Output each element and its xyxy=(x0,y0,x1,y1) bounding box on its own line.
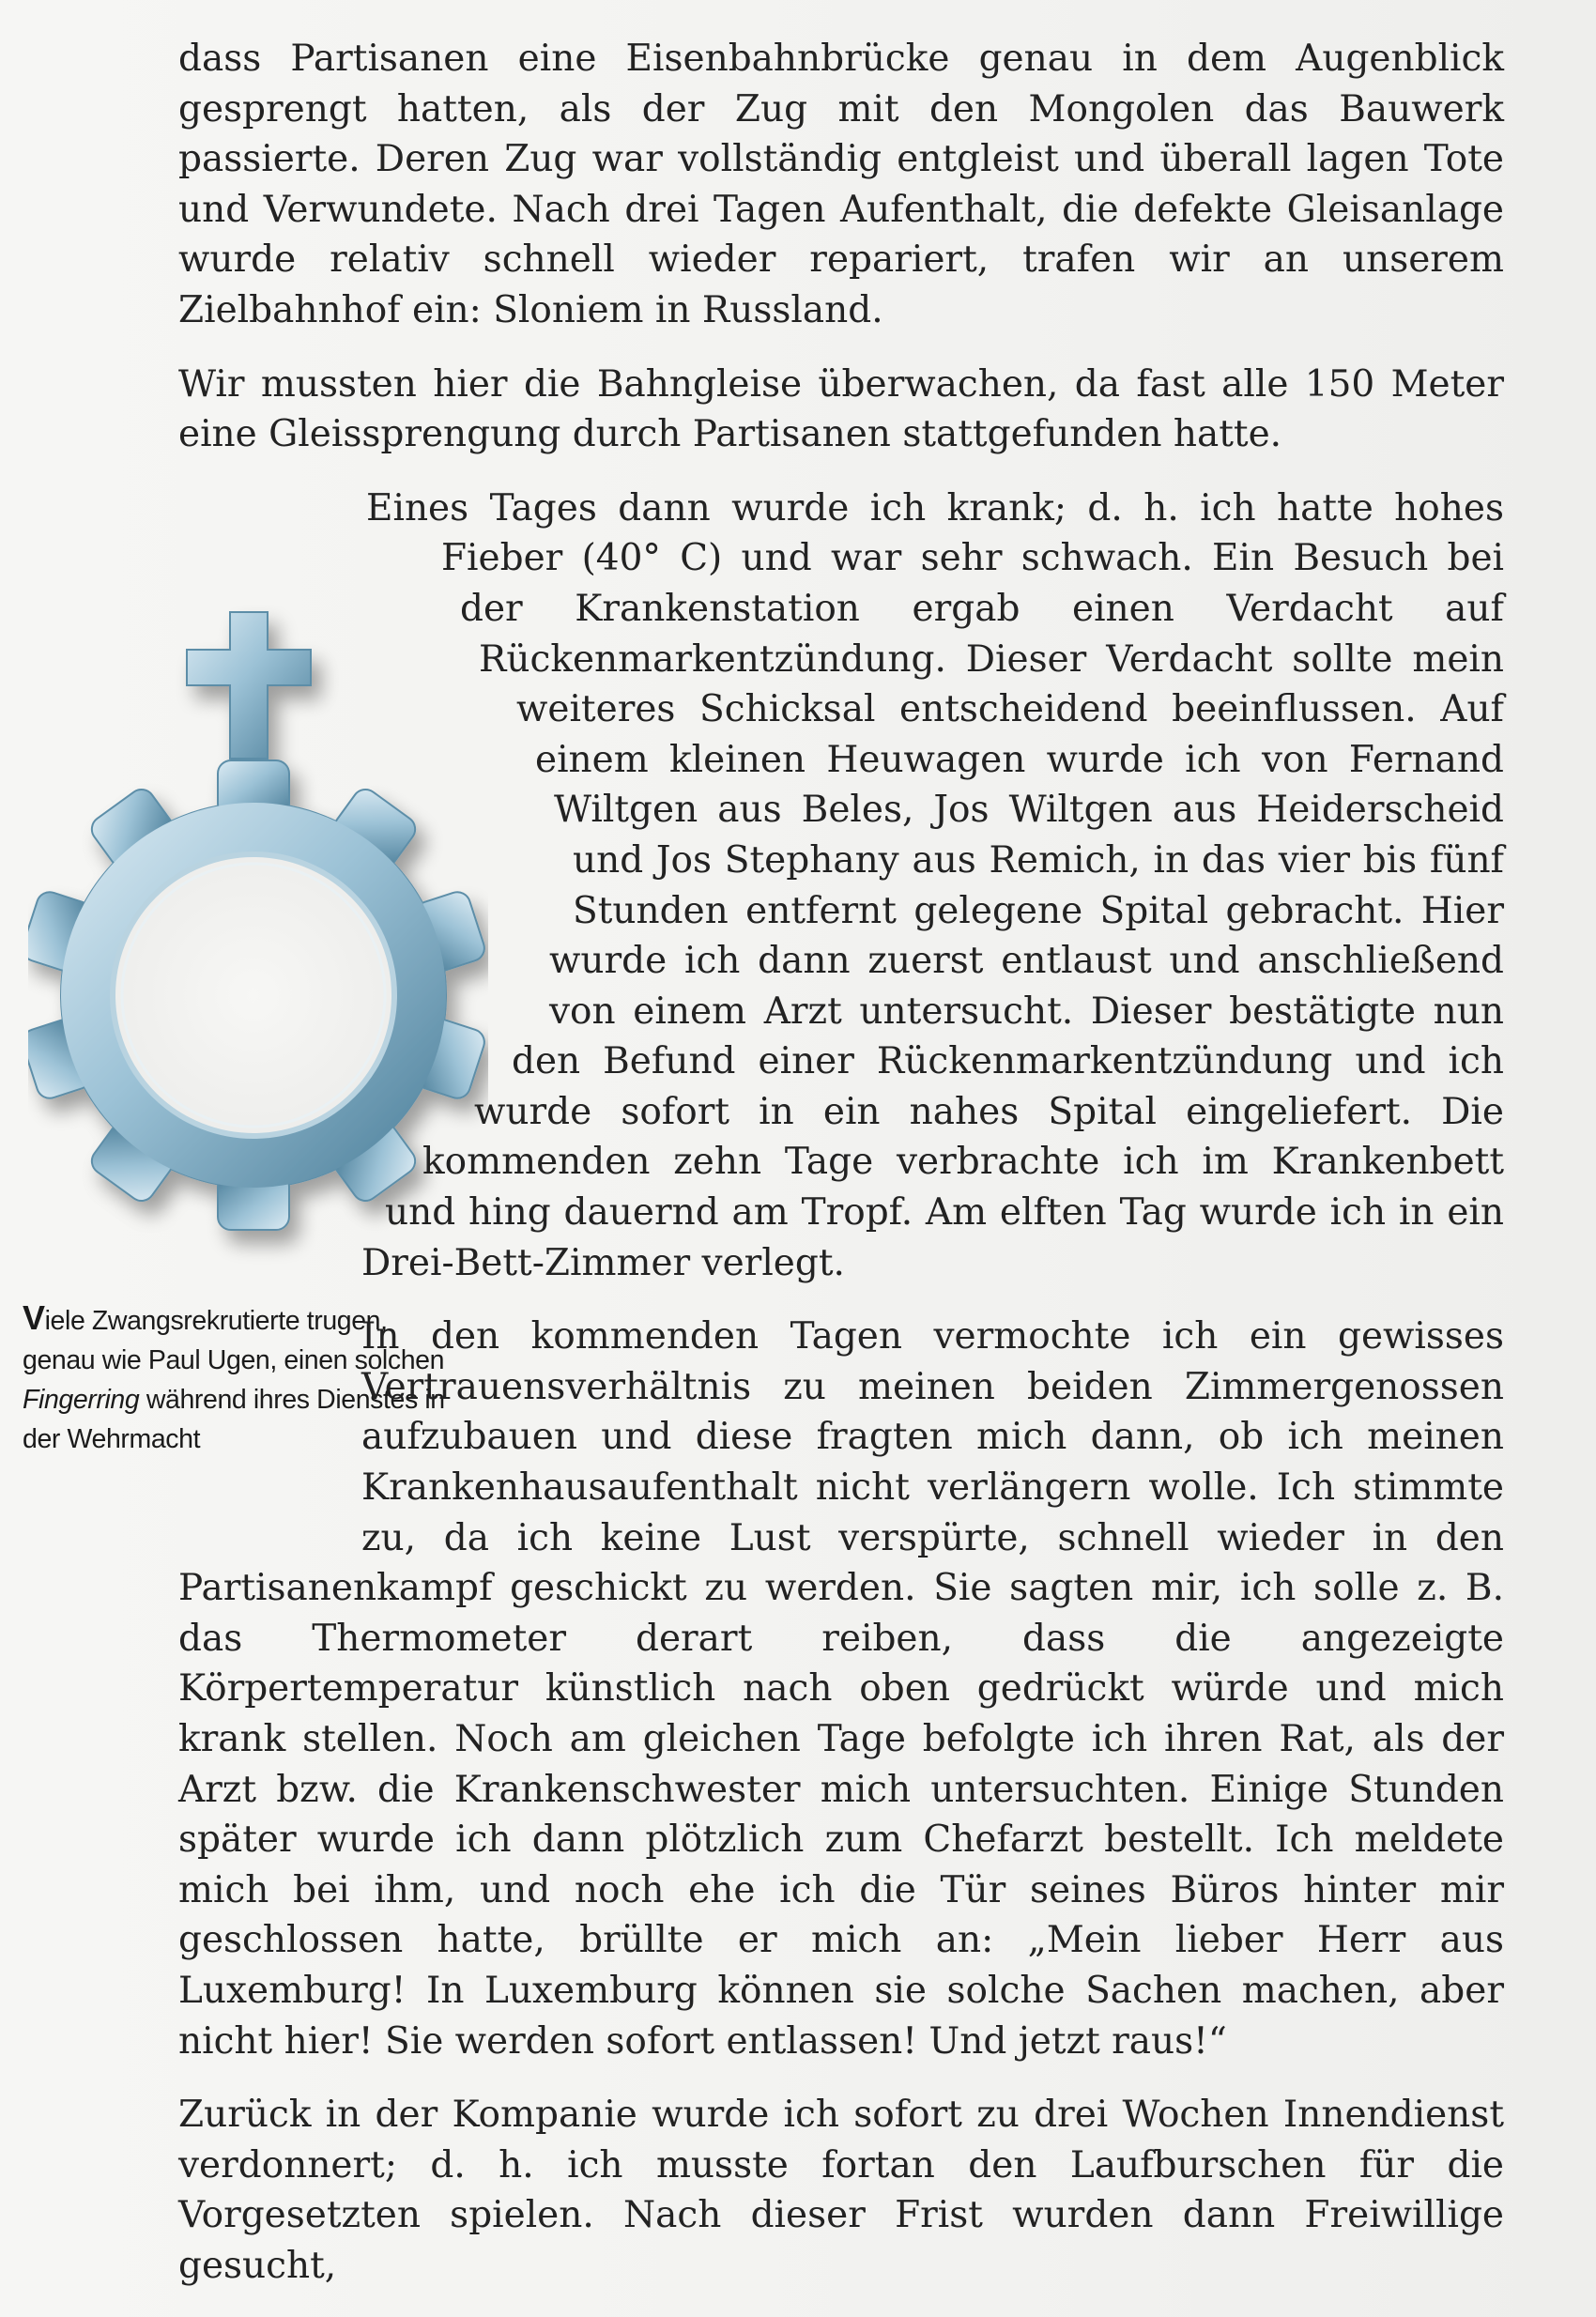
paragraph-5: Zurück in der Kompanie wurde ich sofort zu drei Wochen Innendienst verdonnert; d. h. ich musste fortan den Laufburschen für die Vorgesetzten spielen. Nach dieser Frist wurden dann Freiwillige gesucht, xyxy=(178,2094,1504,2287)
paragraph-3: Eines Tages dann wurde ich krank; d. h. ich hatte hohes Fieber (40° C) und war sehr schwach. Ein Besuch bei der Krankenstation ergab einen Verdacht auf Rückenmarkentzündung. Dieser Verdacht sollte mein weiteres Schicksal entscheidend beeinflussen. Auf einem kleinen Heuwagen wurde ich von Fernand Wiltgen aus Beles, Jos Wiltgen aus Heiderscheid und Jos Stephany aus Remich, in das vier bis fünf Stunden entfernt gelegene Spital gebracht. Hier wurde ich dann zuerst entlaust und anschließend von einem Arzt untersucht. Dieser bestätigte nun den Befund einer Rückenmarkentzündung und ich wurde sofort in ein nahes Spital eingeliefert. Die kommenden zehn Tage verbrachte ich im Krankenbett und hing dauernd am Tropf. Am elften Tag wurde ich in ein Drei-Bett-Zimmer verlegt. xyxy=(361,486,1504,1284)
caption-emphasis: Fingerring xyxy=(23,1385,140,1415)
caption-dropcap: V xyxy=(23,1298,45,1337)
caption-text-end: während ihres Dienstes in der Wehrmacht xyxy=(23,1385,445,1454)
caption-text-start: iele Zwangsrekrutierte trugen, genau wie Paul Ugen, einen solchen xyxy=(23,1306,445,1375)
paragraph-1: dass Partisanen eine Eisenbahnbrücke genau in dem Augenblick gesprengt hatten, als der Zug mit den Mongolen das Bauwerk passierte. Deren Zug war vollständig entgleist und überall lagen Tote und Verwundete. Nach drei Tagen Aufenthalt, die defekte Gleisanlage wurde relativ schnell wieder repariert, trafen wir an unserem Zielbahnhof ein: Sloniem in Russland. xyxy=(178,38,1504,331)
paragraph-4: In den kommenden Tagen vermochte ich ein gewisses Vertrauensverhältnis zu meinen beiden Zimmergenossen aufzubauen und diese fragten mich dann, ob ich meinen Krankenhausaufenthalt nicht verlängern wolle. Ich stimmte zu, da ich keine Lust verspürte, schnell wieder in den Partisanenkampf geschickt zu werden. Sie sagten mir, ich solle z. B. das Thermometer derart reiben, dass die angezeigte Körpertemperatur künstlich nach oben gedrückt würde und mich krank stellen. Noch am gleichen Tage befolgte ich ihren Rat, als der Arzt bzw. die Krankenschwester mich untersuchten. Einige Stunden später wurde ich dann plötzlich zum Chefarzt bestellt. Ich meldete mich bei ihm, und noch ehe ich die Tür seines Büros hinter mir geschlossen hatte, brüllte er mich an: „Mein lieber Herr aus Luxemburg! In Luxemburg können sie solche Sachen machen, aber nicht hier! Sie werden sofort entlassen! Und jetzt raus!“ xyxy=(178,1315,1504,2063)
paragraph-2: Wir mussten hier die Bahngleise überwachen, da fast alle 150 Meter eine Gleissprengung durch Partisanen stattgefunden hatte. xyxy=(178,362,1504,456)
main-text-column xyxy=(178,34,1504,2315)
